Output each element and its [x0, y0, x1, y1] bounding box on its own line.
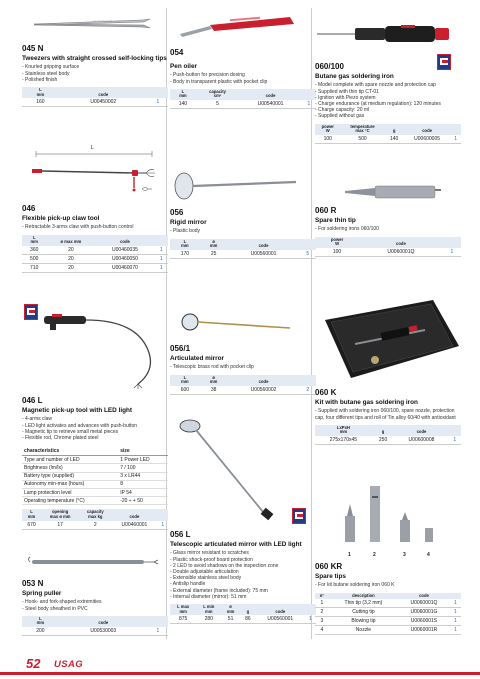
spec-cell: 280 [196, 615, 221, 624]
spec-cell: 38 [200, 386, 228, 395]
tip-number: 3 [403, 552, 406, 558]
spec-cell: 500 [22, 254, 46, 263]
table-row [22, 98, 168, 107]
product-code: 054 [170, 48, 184, 57]
pack-quantity-cell: 1 [443, 248, 461, 257]
product-title: Tweezers with straight crossed self-locking tips [22, 55, 167, 62]
spec-column-header: power W [315, 124, 341, 135]
table-row [315, 626, 461, 635]
spec-column-header [300, 375, 316, 386]
table-row [170, 100, 316, 109]
spec-cell: 200 [22, 627, 59, 636]
description-line: - Magnetic tip to retrieve small metal pieces [22, 428, 119, 435]
spec-table [315, 237, 461, 257]
product-code: 060 KR [315, 562, 343, 571]
table-row [170, 250, 316, 259]
spec-cell: 140 [170, 100, 196, 109]
description-line: - Antislip handle [170, 581, 206, 588]
tip-number: 2 [373, 552, 376, 558]
description-line: - For kit butane soldering iron 060 K [315, 582, 395, 589]
characteristic-row [22, 497, 168, 505]
spring-puller-image [22, 555, 168, 569]
spec-cell: U00540001 [239, 100, 302, 109]
soldering-kit-drawing [315, 296, 461, 388]
product-title: Kit with butane gas soldering iron [315, 399, 418, 406]
spec-column-header: L mm [22, 87, 59, 98]
pack-quantity-cell: 1 [155, 263, 168, 272]
tip-number: 4 [427, 552, 430, 558]
spec-cell: 875 [170, 615, 196, 624]
description-line: - Model complete with spare nozzle and protection cap [315, 82, 436, 89]
spec-column-header: LxPxH mm [315, 425, 372, 436]
spec-cell: U0060001G [398, 608, 450, 617]
description-line: - Polished finish [22, 76, 58, 83]
spec-cell: 20 [46, 246, 95, 255]
description-line: - Supplied without gas [315, 113, 365, 120]
spec-cell: U00460070 [95, 263, 154, 272]
spec-column-header: code [394, 425, 448, 436]
description-line: - For soldering irons 060/100 [315, 226, 379, 233]
spec-column-header: code [256, 604, 305, 615]
characteristic-value: 8 [118, 480, 168, 488]
table-row [315, 135, 461, 144]
spec-cell: 2 [79, 521, 111, 530]
product-title: Butane gas soldering iron [315, 73, 394, 80]
pen-oiler-image [170, 14, 316, 42]
spec-cell: U00460050 [95, 254, 154, 263]
spec-column-header: L mm [22, 235, 46, 246]
characteristic-name: Operating temperature (°C) [22, 497, 118, 505]
spec-cell: 2 [315, 608, 329, 617]
spec-cell: 100 [315, 248, 359, 257]
product-description [170, 364, 316, 370]
product-description [315, 226, 461, 232]
characteristic-value: IP 54 [118, 488, 168, 496]
spec-cell: 17 [41, 521, 79, 530]
spec-cell: 25 [200, 250, 228, 259]
pack-quantity-cell: 1 [155, 246, 168, 255]
spec-column-header: ø mm [200, 239, 228, 250]
spec-column-header: code [359, 237, 443, 248]
product-054 [170, 14, 316, 109]
pack-quantity-cell: 2 [300, 386, 316, 395]
description-line: - Push-button for precision dosing [170, 72, 245, 79]
table-row [22, 627, 168, 636]
description-line: - Ignition with Piezo system [315, 94, 376, 101]
product-description [170, 550, 316, 600]
rigid-mirror-drawing [170, 168, 316, 204]
description-line: - Double adjustable articulation [170, 569, 239, 576]
spec-cell: Cutting tip [329, 608, 399, 617]
pack-quantity-cell: 5 [300, 250, 316, 259]
description-line: - Charge endurance (at medium regulation): 120 minutes [315, 101, 441, 108]
spec-cell: 170 [170, 250, 200, 259]
spec-column-header: L mm [22, 509, 41, 520]
characteristics-rows [22, 456, 168, 505]
spec-column-header [157, 509, 168, 520]
spec-column-header: g [372, 425, 394, 436]
spec-column-header [148, 87, 168, 98]
product-060k [315, 296, 461, 445]
spec-column-header: ø mm [221, 604, 240, 615]
product-060kr [315, 482, 461, 635]
spec-cell: 140 [385, 135, 404, 144]
product-060r [315, 176, 461, 257]
spare-tip-drawing [315, 176, 461, 206]
claw-tool-drawing [22, 144, 168, 200]
spec-cell: 250 [372, 436, 394, 445]
spring-puller-drawing [22, 555, 168, 569]
brand-logo: USAG [54, 659, 84, 670]
characteristic-value: -20 ÷ + 50 [118, 497, 168, 505]
product-045n [22, 14, 168, 107]
table-row [315, 248, 461, 257]
product-title: Telescopic articulated mirror with LED light [170, 541, 302, 548]
tip-4-drawing [425, 528, 433, 542]
description-line: - Extensible stainless steel body [170, 575, 242, 582]
product-code: 046 [22, 204, 36, 213]
product-title: Pen oiler [170, 63, 197, 70]
product-code: 056/1 [170, 344, 191, 353]
product-code: 060/100 [315, 62, 344, 71]
pack-quantity-cell: 1 [305, 615, 316, 624]
page-footer [0, 651, 480, 679]
spec-column-header: temperature max °C [341, 124, 385, 135]
spec-column-header: ø max mm [46, 235, 95, 246]
product-046 [22, 144, 168, 273]
spec-table [170, 375, 316, 395]
characteristic-row [22, 472, 168, 480]
spec-table [315, 124, 461, 144]
spec-table [315, 425, 461, 445]
description-line: - Internal diameter (mirror): 51 mm [170, 593, 247, 600]
spec-column-header: L mm [170, 89, 196, 100]
table-row [170, 386, 316, 395]
table-row [22, 254, 168, 263]
product-title: Rigid mirror [170, 219, 207, 226]
pen-oiler-drawing [170, 14, 316, 42]
spec-column-header: code [239, 89, 302, 100]
product-description [22, 64, 168, 83]
spec-column-header [302, 89, 316, 100]
description-line: - Body in transparent plastic with pocket clip [170, 78, 268, 85]
magnetic-pickup-drawing [22, 300, 168, 390]
tip-3-drawing [400, 512, 410, 542]
rigid-mirror-image [170, 168, 316, 204]
spec-column-header: code [227, 375, 299, 386]
spec-column-header: L mm [170, 375, 200, 386]
spec-column-header: code [227, 239, 299, 250]
product-description [315, 408, 461, 420]
spec-cell: 5 [196, 100, 239, 109]
spec-cell: Thin tip (3,2 mm) [329, 599, 399, 608]
spec-cell: 1 [315, 599, 329, 608]
characteristic-name: Battery type (supplied) [22, 472, 118, 480]
spec-cell: 3 [315, 617, 329, 626]
pack-quantity-cell: 1 [450, 608, 461, 617]
spec-cell: 360 [22, 246, 46, 255]
spec-cell: U00560002 [227, 386, 299, 395]
spare-tips-image [315, 482, 461, 562]
spec-cell: 100 [315, 135, 341, 144]
characteristic-value: 3 x LR44 [118, 472, 168, 480]
table-row [22, 263, 168, 272]
product-description [22, 224, 168, 230]
spare-tips-drawing [315, 482, 461, 554]
page-number: 52 [26, 656, 41, 671]
spare-tip-image [315, 176, 461, 206]
spec-column-header [155, 235, 168, 246]
spec-column-header: code [59, 616, 148, 627]
table-row [22, 246, 168, 255]
spec-column-header: power W [315, 237, 359, 248]
product-title: Magnetic pick-up tool with LED light [22, 407, 133, 414]
spec-cell: U00560001 [227, 250, 299, 259]
tip-number-row [315, 552, 461, 560]
spec-cell: 86 [240, 615, 256, 624]
spec-cell: 710 [22, 263, 46, 272]
product-title: Spare thin tip [315, 217, 356, 224]
spec-column-header [450, 593, 461, 600]
spec-column-header: code [398, 593, 450, 600]
table-row [22, 521, 168, 530]
spec-cell: 4 [315, 626, 329, 635]
spec-cell: 51 [221, 615, 240, 624]
product-title: Articulated mirror [170, 355, 224, 362]
description-line: - Plastic shock-proof board protection [170, 556, 253, 563]
characteristic-value: 1 Power LED [118, 456, 168, 464]
spec-table [22, 235, 168, 273]
spec-cell: 670 [22, 521, 41, 530]
description-line: - Knurled gripping surface [22, 64, 80, 71]
spec-cell: U0060001R [398, 626, 450, 635]
description-line: - Charge capacity: 20 ml [315, 107, 370, 114]
spec-column-header: n° [315, 593, 329, 600]
description-line: - 2 LED to avoid shadows on the inspection zone [170, 562, 279, 569]
characteristic-name: Lamp protection level [22, 488, 118, 496]
product-code: 045 N [22, 44, 44, 53]
spec-cell: U00460001 [111, 521, 157, 530]
spec-cell: U0060001Q [359, 248, 443, 257]
characteristic-row [22, 480, 168, 488]
size-header: size [118, 447, 168, 456]
characteristic-row [22, 464, 168, 472]
tip-1-drawing [345, 504, 355, 542]
articulated-mirror-image [170, 310, 316, 334]
tip-2-drawing [370, 486, 380, 542]
description-line: - Retractable 3-arms claw with push-button control [22, 224, 134, 231]
soldering-kit-image [315, 296, 461, 388]
articulated-mirror-drawing [170, 310, 316, 334]
product-code: 056 L [170, 530, 191, 539]
spec-column-header: code [404, 124, 451, 135]
spec-column-header: code [111, 509, 157, 520]
magnetic-pickup-image [22, 300, 168, 390]
spec-column-header [449, 425, 461, 436]
product-code: 060 R [315, 206, 337, 215]
spec-table [170, 604, 316, 624]
product-046l [22, 300, 168, 530]
characteristic-name: Brightness (lm/lx) [22, 464, 118, 472]
characteristic-row [22, 456, 168, 464]
spec-cell: U00600008 [394, 436, 448, 445]
spec-cell: 275x170x45 [315, 436, 372, 445]
product-056 [170, 168, 316, 259]
spec-cell: U00560001 [256, 615, 305, 624]
product-description [170, 72, 316, 84]
spec-column-header: opening max ø mm [41, 509, 79, 520]
pack-quantity-cell: 1 [157, 521, 168, 530]
product-description [315, 82, 461, 119]
product-title: Flexible pick-up claw tool [22, 215, 100, 222]
claw-tool-image [22, 144, 168, 200]
spec-column-header [450, 124, 461, 135]
description-line: - Supplied with soldering iron 060/100, spare nozzle, protection cap, four different tips and roll of Tin alloy 60/40 with antioxidant [315, 408, 456, 421]
product-code: 060 K [315, 388, 337, 397]
spec-column-header: code [95, 235, 154, 246]
spec-cell: U00530003 [59, 627, 148, 636]
characteristic-value: 7 / 100 [118, 464, 168, 472]
description-line: - Stainless steel body [22, 70, 70, 77]
spec-column-header: description [329, 593, 399, 600]
product-056l [170, 418, 316, 624]
spec-column-header: L mm [22, 616, 59, 627]
description-line: - 4-arms claw [22, 416, 53, 423]
pack-quantity-cell: 1 [450, 617, 461, 626]
pack-quantity-cell: 1 [450, 135, 461, 144]
product-description [170, 228, 316, 234]
spec-column-header: L min mm [196, 604, 221, 615]
spec-column-header: g [385, 124, 404, 135]
spec-cell: 500 [341, 135, 385, 144]
spec-column-header: L max mm [170, 604, 196, 615]
spec-table [22, 616, 168, 636]
spec-table [22, 509, 168, 529]
length-dimension-label: L [91, 145, 94, 151]
characteristics-header: characteristics [22, 447, 118, 456]
spec-cell: 160 [22, 98, 59, 107]
product-code: 046 L [22, 396, 43, 405]
telescopic-mirror-image [170, 418, 316, 524]
table-row [315, 617, 461, 626]
spec-column-header [148, 616, 168, 627]
table-row [315, 608, 461, 617]
description-line: - Steel body sheathed in PVC [22, 605, 88, 612]
pack-quantity-cell: 1 [449, 436, 461, 445]
product-code: 056 [170, 208, 184, 217]
spec-cell: Nozzle [329, 626, 399, 635]
pack-quantity-cell: 1 [302, 100, 316, 109]
product-title: Spare tips [315, 573, 346, 580]
pack-quantity-cell: 1 [450, 626, 461, 635]
product-description [315, 582, 461, 588]
pack-quantity-cell: 1 [148, 98, 168, 107]
table-row [315, 599, 461, 608]
description-line: - Plastic body [170, 228, 201, 235]
table-row [315, 436, 461, 445]
description-line: - Telescopic brass rod with pocket clip [170, 364, 254, 371]
product-title: Spring puller [22, 590, 62, 597]
product-053n [22, 555, 168, 636]
spec-cell: U00460035 [95, 246, 154, 255]
product-code: 053 N [22, 579, 44, 588]
telescopic-mirror-drawing [170, 418, 316, 524]
description-line: - Flexible rod, Chrome plated steel [22, 435, 99, 442]
spec-column-header [443, 237, 461, 248]
spec-column-header: g [240, 604, 256, 615]
footer-bar [0, 672, 480, 675]
soldering-iron-drawing [315, 14, 461, 62]
pack-quantity-cell: 1 [450, 599, 461, 608]
description-line: - LED light activates and advances with push-button [22, 422, 138, 429]
spec-column-header [300, 239, 316, 250]
characteristic-name: Type and number of LED [22, 456, 118, 464]
description-line: - External diameter (frame included): 75 mm [170, 587, 268, 594]
spec-table [315, 593, 461, 636]
product-060100 [315, 14, 461, 144]
spec-table [170, 239, 316, 259]
spec-column-header: code [59, 87, 148, 98]
product-0561 [170, 310, 316, 395]
soldering-iron-image [315, 14, 461, 62]
description-line: - Supplied with thin tip CT-01 [315, 88, 379, 95]
description-line: - Glass mirror resistant to scratches [170, 550, 249, 557]
tweezers-drawing [22, 14, 168, 34]
spec-cell: U00600005 [404, 135, 451, 144]
description-line: - Hook- and fork-shaped extremities [22, 599, 102, 606]
spec-cell: U00450002 [59, 98, 148, 107]
spec-column-header: capacity max kg [79, 509, 111, 520]
tip-number: 1 [348, 552, 351, 558]
spec-cell: Blowing tip [329, 617, 399, 626]
spec-column-header: L mm [170, 239, 200, 250]
spec-cell: 600 [170, 386, 200, 395]
characteristics-table [22, 447, 168, 505]
spec-table [170, 89, 316, 109]
spec-cell: U0060001S [398, 617, 450, 626]
characteristic-row [22, 488, 168, 496]
product-description [22, 416, 168, 441]
spec-cell: U0060001Q [398, 599, 450, 608]
pack-quantity-cell: 1 [155, 254, 168, 263]
product-description [22, 599, 168, 611]
table-row [170, 615, 316, 624]
spec-column-header: ø mm [200, 375, 228, 386]
spec-cell: 20 [46, 254, 95, 263]
pack-quantity-cell: 1 [148, 627, 168, 636]
spec-table [22, 87, 168, 107]
tweezers-image [22, 14, 168, 34]
spec-cell: 20 [46, 263, 95, 272]
spec-column-header: capacity cm³ [196, 89, 239, 100]
characteristic-name: Autonomy min-max (hours) [22, 480, 118, 488]
